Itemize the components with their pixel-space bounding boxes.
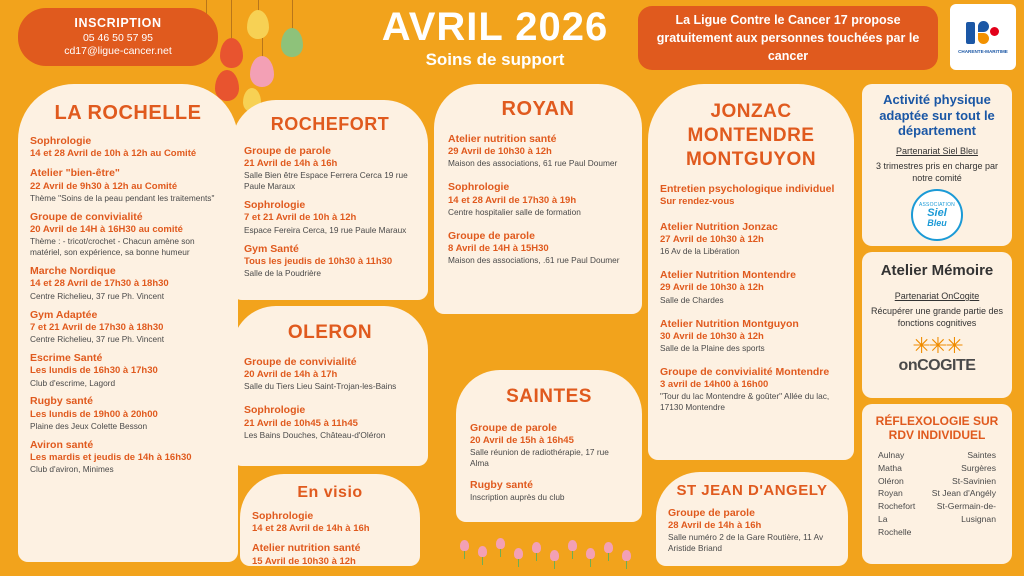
flower-decoration [622, 550, 631, 568]
reflexologie-title: RÉFLEXOLOGIE SUR RDV INDIVIDUEL [875, 414, 999, 443]
event-item [252, 510, 408, 535]
card-title-en-visio: En visio [297, 484, 363, 501]
title-subtitle: Soins de support [425, 50, 565, 69]
location: Aulnay [878, 449, 905, 460]
event-name: Groupe de parole [448, 229, 535, 242]
event-date: Tous les jeudis de 10h30 à 11h30 [244, 255, 393, 267]
event-name: Atelier Nutrition Jonzac [660, 220, 778, 233]
card-en-visio [240, 474, 420, 566]
event-name: Sophrologie [448, 181, 510, 194]
event-details: Salle numéro 2 de la Gare Routière, 11 Av Aristide Briand [668, 532, 824, 554]
event-details: Club d'aviron, Minimes [30, 464, 114, 475]
event-item [30, 395, 226, 431]
reflexologie-col2 [916, 449, 996, 539]
siel-logo-line1: ASSOCIATION [918, 202, 955, 209]
event-item [448, 133, 628, 169]
siel-logo-line2: Siel [927, 207, 947, 220]
event-name: Atelier "bien-être" [30, 167, 120, 180]
card-title-st-jean-dangely: ST JEAN D'ANGELY [676, 482, 828, 499]
card-title-jonzac: JONZAC MONTENDRE MONTGUYON [685, 101, 817, 170]
event-date: 14 et 28 Avril de 17h30 à 18h30 [30, 278, 169, 290]
event-date: 14 et 28 Avril de 14h à 16h [252, 523, 370, 535]
inscription-phone: 05 46 50 57 95 [82, 31, 154, 44]
flower-decoration [550, 550, 559, 568]
event-name: Atelier nutrition santé [252, 542, 361, 555]
flower-decoration [496, 538, 505, 556]
event-item [448, 181, 628, 217]
card-activite-physique [862, 84, 1012, 246]
event-name: Atelier nutrition santé [448, 133, 557, 145]
event-details: Les Bains Douches, Château-d'Oléron [244, 429, 386, 440]
event-item [668, 507, 836, 554]
location: St Jean d'Angély [931, 488, 996, 499]
location: St-Savinien [952, 475, 996, 486]
event-name: Atelier Nutrition Montguyon [660, 317, 799, 330]
card-saintes [456, 370, 642, 522]
inscription-title: INSCRIPTION [74, 16, 162, 31]
card-atelier-memoire [862, 252, 1012, 398]
event-name: Rugby santé [30, 395, 94, 408]
ligue-logo-mark [966, 20, 1000, 46]
event-details: Salle de Chardes [660, 294, 724, 305]
activite-partner: Partenariat Siel Bleu [895, 145, 979, 156]
title-month: AVRIL 2026 [381, 5, 609, 49]
event-date: Les lundis de 16h30 à 17h30 [30, 365, 158, 377]
location: Oléron [878, 475, 904, 486]
event-date: Sur rendez-vous [660, 196, 735, 208]
event-details: Salle de la Poudrière [244, 268, 322, 279]
event-date: 21 Avril de 14h à 16h [244, 158, 338, 170]
event-details: 16 Av de la Libération [660, 246, 740, 257]
siel-logo-line3: Bleu [927, 218, 947, 229]
page-title [300, 6, 690, 70]
event-item [244, 243, 416, 279]
event-date: 29 Avril de 10h30 à 12h [660, 282, 764, 294]
event-date: 22 Avril de 9h30 à 12h au Comité [30, 180, 178, 192]
event-date: 14 et 28 Avril de 17h30 à 19h [448, 194, 577, 206]
event-item [30, 309, 226, 345]
event-date: 21 Avril de 10h45 à 11h45 [244, 417, 358, 429]
decorative-egg [247, 10, 269, 39]
event-date: 20 Avril de 14h à 17h [244, 369, 338, 381]
event-name: Rugby santé [470, 479, 534, 492]
reflexologie-col1 [878, 449, 916, 539]
event-item [660, 269, 842, 305]
memoire-title: Atelier Mémoire [880, 262, 994, 279]
egg-string [262, 38, 263, 58]
event-date: 7 et 21 Avril de 17h30 à 18h30 [30, 321, 164, 333]
event-details: Club d'escrime, Lagord [30, 377, 116, 388]
event-details: Centre Richelieu, 37 rue Ph. Vincent [30, 334, 165, 345]
card-title-la-rochelle: LA ROCHELLE [54, 102, 202, 124]
event-item [244, 199, 416, 235]
reflexologie-locations [866, 449, 1008, 539]
event-name: Aviron santé [30, 438, 94, 451]
event-item [660, 183, 842, 208]
decorative-egg [250, 56, 274, 87]
card-title-royan: ROYAN [501, 98, 575, 120]
event-name: Escrime Santé [30, 352, 103, 365]
location: Saintes [967, 449, 996, 460]
event-details: Centre hospitalier salle de formation [448, 206, 581, 217]
event-name: Gym Adaptée [30, 308, 98, 321]
event-name: Sophrologie [252, 510, 314, 522]
flower-decoration [586, 548, 595, 566]
event-name: Groupe de parole [470, 422, 557, 434]
event-item [244, 356, 416, 392]
event-date: 7 et 21 Avril de 10h à 12h [244, 212, 357, 224]
event-date: Les mardis et jeudis de 14h à 16h30 [30, 451, 192, 463]
event-date: 27 Avril de 10h30 à 12h [660, 233, 764, 245]
event-name: Atelier Nutrition Montendre [660, 269, 796, 282]
event-name: Entretien psychologique individuel [660, 183, 835, 196]
oncogite-logo-text: onCOGITE [898, 357, 976, 375]
memoire-note: Récupérer une grande partie des fonctions cognitives [870, 306, 1004, 329]
event-name: Groupe de convivialité [244, 356, 357, 368]
event-details: Plaine des Jeux Colette Besson [30, 420, 148, 431]
oncogite-logo [870, 335, 1004, 375]
event-item [30, 167, 226, 203]
event-item [30, 265, 226, 301]
event-name: Marche Nordique [30, 265, 116, 278]
siel-bleu-logo [911, 189, 963, 241]
event-date: 20 Avril de 15h à 16h45 [470, 435, 574, 447]
event-date: 29 Avril de 10h30 à 12h [448, 146, 552, 158]
event-item [30, 135, 226, 160]
egg-string [231, 0, 232, 40]
event-details: Thème : - tricot/crochet - Chacun amène son matériel, son expérience, sa bonne humeur [30, 236, 195, 258]
oncogite-sun-icon: ✳✳✳ [912, 333, 962, 359]
event-name: Sophrologie [30, 135, 92, 147]
event-details: Espace Fereira Cerca, 19 rue Paule Maraux [244, 224, 407, 235]
event-item [448, 230, 628, 266]
card-title-oleron: OLERON [287, 322, 373, 343]
decorative-egg [220, 38, 243, 68]
event-name: Groupe de convivialité [30, 210, 143, 223]
card-jonzac [648, 84, 854, 460]
event-date: 8 Avril de 14H à 15H30 [448, 242, 549, 254]
card-title-saintes: SAINTES [506, 386, 592, 407]
ligue-statement: La Ligue Contre le Cancer 17 propose gratuitement aux personnes touchées par le cancer [638, 6, 938, 70]
flower-decoration [514, 548, 523, 566]
event-item [252, 542, 408, 567]
flower-decoration [568, 540, 577, 558]
event-name: Sophrologie [244, 199, 306, 212]
event-date: 3 avril de 14h00 à 16h00 [660, 379, 769, 391]
activite-note: 3 trimestres pris en charge par notre comité [875, 160, 999, 184]
inscription-email: cd17@ligue-cancer.net [64, 44, 172, 57]
event-date: Inscription auprès du club [470, 492, 565, 503]
event-details: Maison des associations, .61 rue Paul Doumer [448, 255, 620, 266]
event-details: Salle Bien être Espace Ferrera Cerca 19 rue Paule Maraux [244, 170, 408, 192]
memoire-partner: Partenariat OnCogite [894, 291, 980, 301]
event-date: Les lundis de 19h00 à 20h00 [30, 408, 158, 420]
flower-decoration [532, 542, 541, 560]
event-name: Groupe de parole [244, 145, 331, 157]
event-date: 28 Avril de 14h à 16h [668, 520, 762, 532]
event-date: 14 et 28 Avril de 10h à 12h au Comité [30, 148, 197, 160]
event-details: Salle réunion de radiothérapie, 17 rue Alma [470, 447, 609, 469]
event-details: Salle de la Plaine des sports [660, 343, 765, 353]
card-title-rochefort: ROCHEFORT [270, 114, 390, 134]
flower-decoration [478, 546, 487, 564]
event-date: 15 Avril de 10h30 à 12h [252, 555, 356, 567]
event-item [660, 366, 842, 413]
decorative-egg [215, 70, 239, 101]
flower-decoration [604, 542, 613, 560]
location: Royan [878, 488, 903, 499]
card-reflexologie [862, 404, 1012, 564]
event-name: Groupe de convivialité Montendre [660, 365, 830, 378]
ligue-logo-caption: CHARENTE-MARITIME [958, 48, 1008, 54]
event-name: Gym Santé [244, 242, 299, 255]
egg-string [292, 0, 293, 30]
activite-title: Activité physique adaptée sur tout le département [879, 92, 995, 139]
card-la-rochelle [18, 84, 238, 562]
location: Matha [878, 462, 902, 473]
event-details: Centre Richelieu, 37 rue Ph. Vincent [30, 290, 165, 301]
event-details: "Tour du lac Montendre & goûter" Allée du lac, 17130 Montendre [660, 391, 830, 413]
event-item [244, 404, 416, 440]
event-item [470, 479, 628, 503]
location: La Rochelle [878, 514, 912, 538]
location: St-Germain-de-Lusignan [936, 501, 996, 525]
card-royan [434, 84, 642, 314]
event-item [244, 145, 416, 192]
event-item [30, 211, 226, 258]
inscription-box [18, 8, 218, 66]
event-item [660, 221, 842, 257]
card-rochefort [232, 100, 428, 300]
event-name: Sophrologie [244, 404, 306, 417]
event-details: Maison des associations, 61 rue Paul Doumer [448, 158, 618, 169]
event-name: Groupe de parole [668, 507, 755, 519]
card-oleron [232, 306, 428, 466]
event-item [470, 422, 628, 469]
card-st-jean-dangely [656, 472, 848, 566]
event-item [30, 439, 226, 475]
location: Surgères [961, 462, 996, 473]
flower-decoration [460, 540, 469, 558]
event-item [660, 318, 842, 354]
ligue-logo [950, 4, 1016, 70]
event-date: 30 Avril de 10h30 à 12h [660, 330, 764, 342]
event-date: 20 Avril de 14H à 16H30 au comité [30, 224, 183, 235]
location: Rochefort [878, 501, 916, 512]
event-item [30, 352, 226, 388]
event-details: Salle du Tiers Lieu Saint-Trojan-les-Bains [244, 381, 397, 392]
event-details: Thème "Soins de la peau pendant les traitements" [30, 192, 215, 203]
